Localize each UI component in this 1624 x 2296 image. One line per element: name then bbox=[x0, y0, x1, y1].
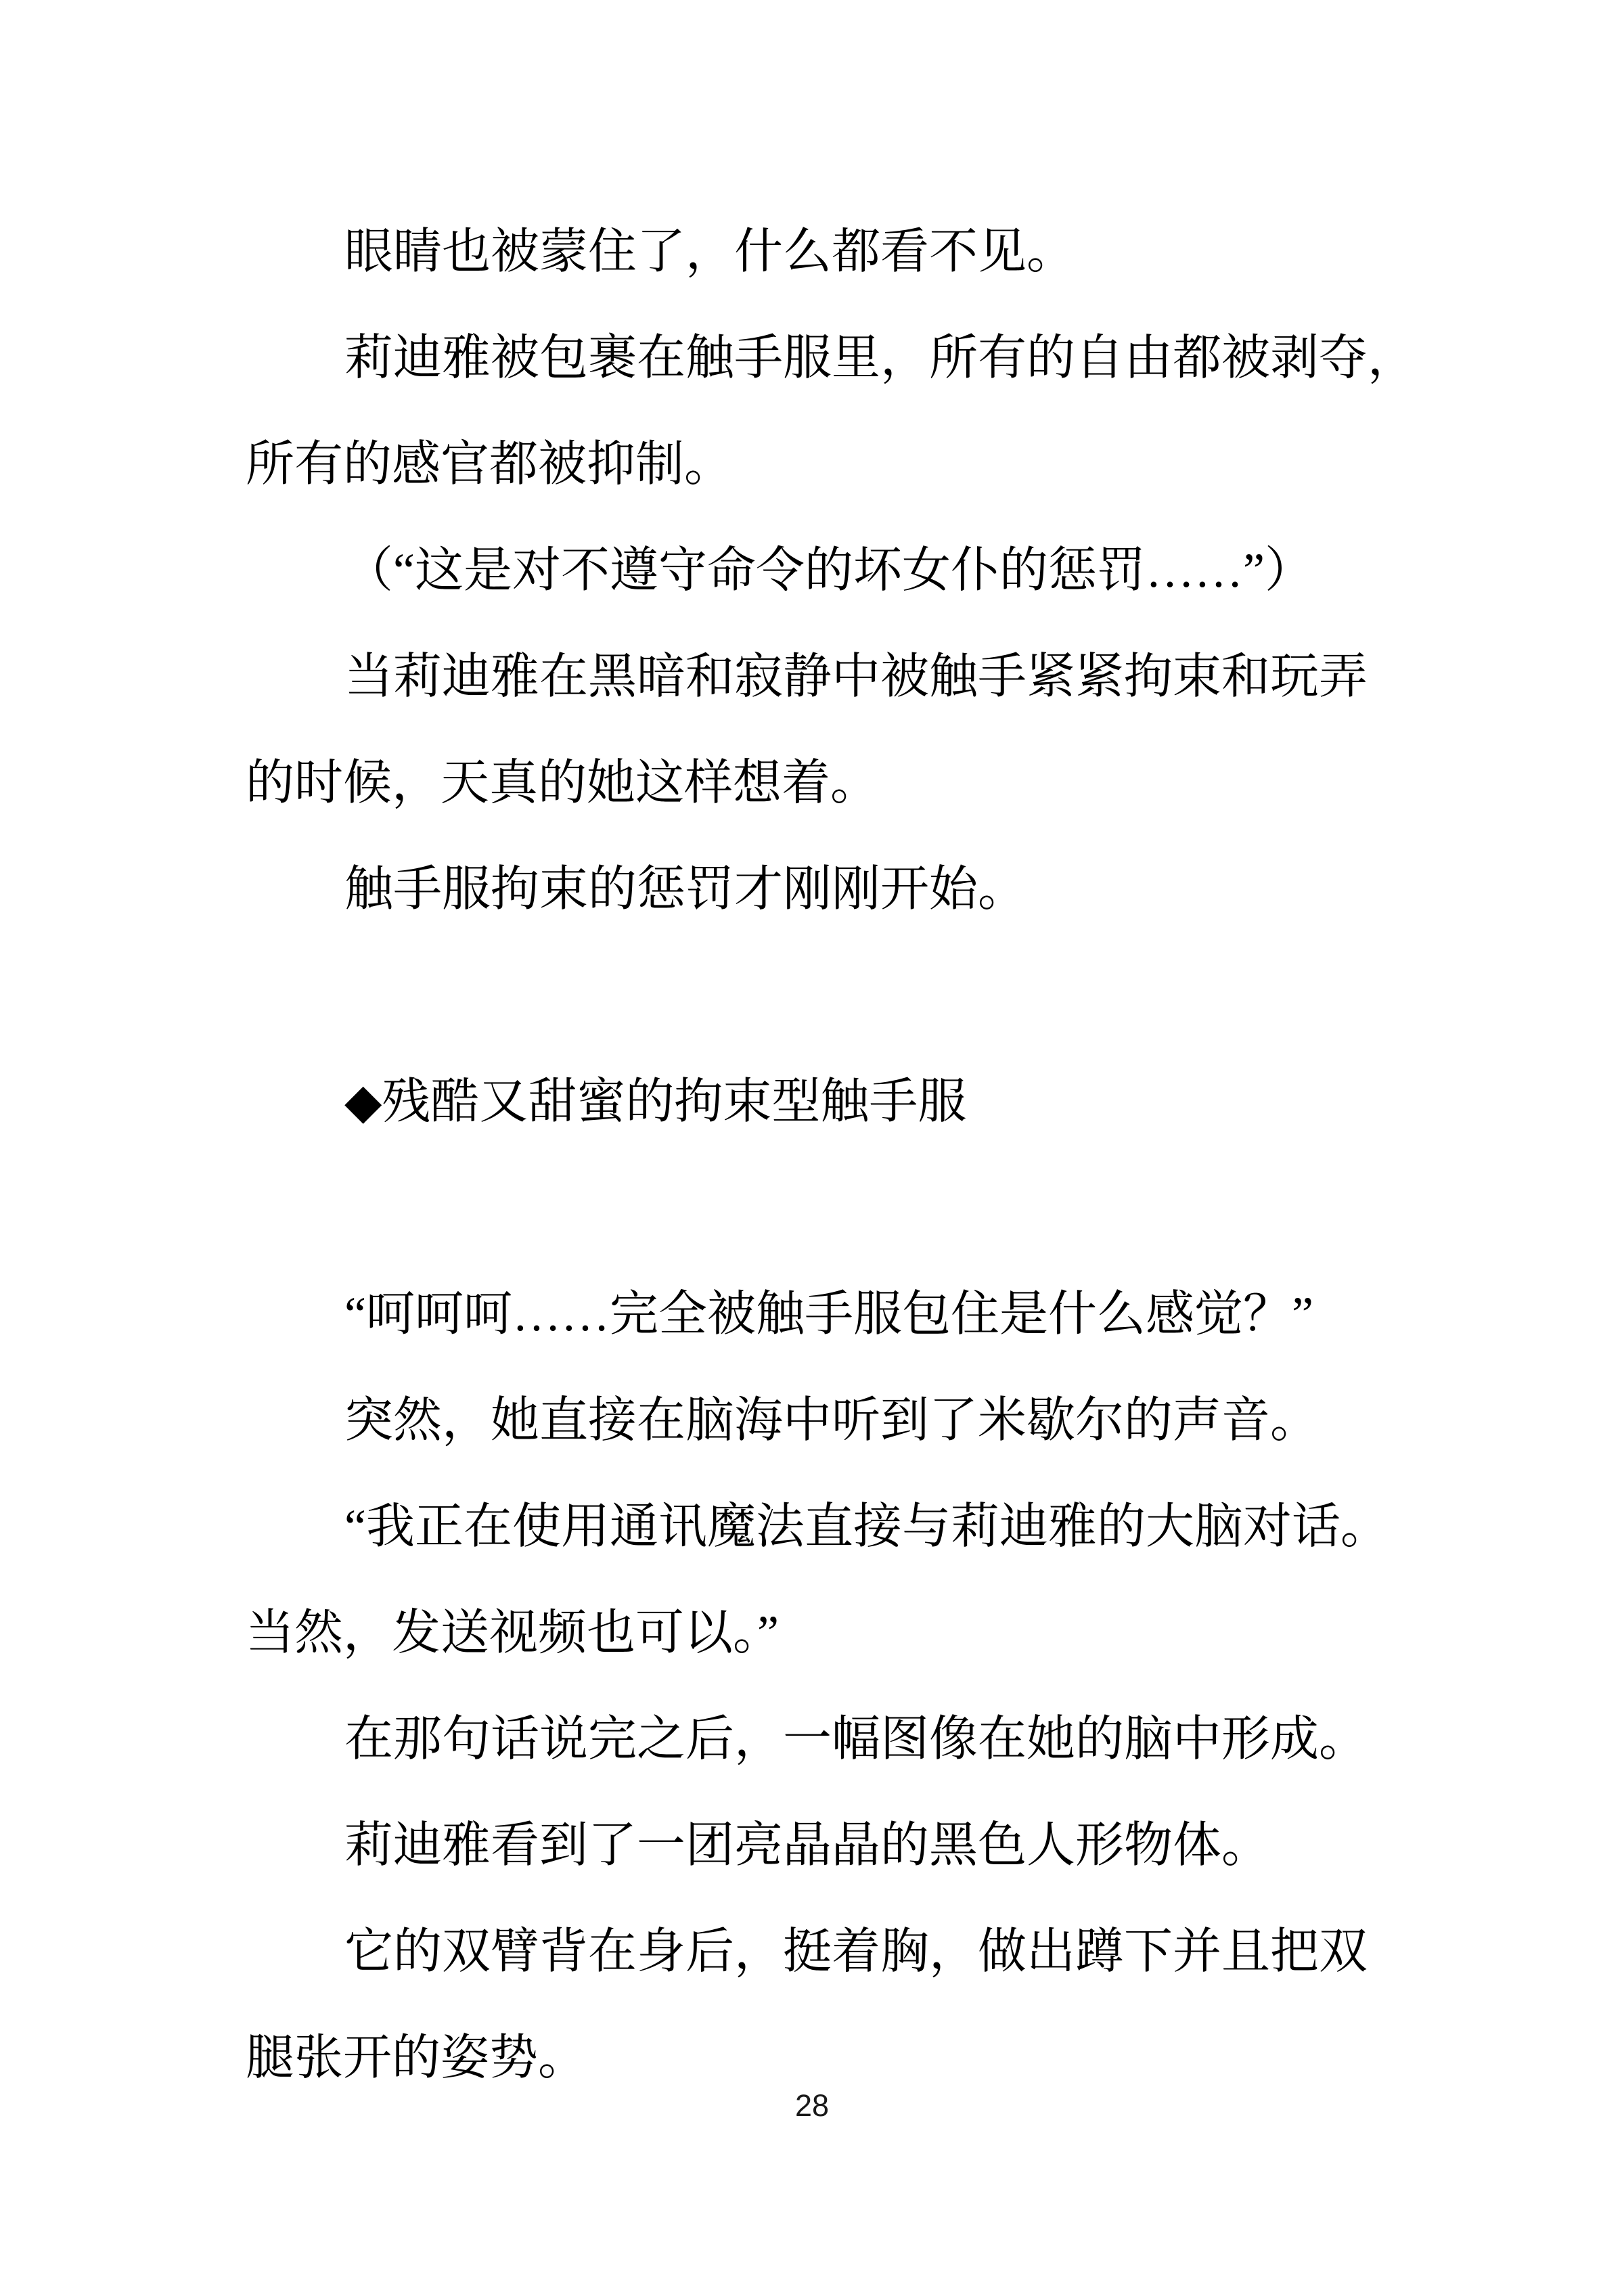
text-line: 当莉迪雅在黑暗和寂静中被触手紧紧拘束和玩弄 bbox=[344, 650, 1368, 704]
text-line: “呵呵呵……完全被触手服包住是什么感觉？” bbox=[344, 1287, 1313, 1341]
text-line: 突然，她直接在脑海中听到了米歇尔的声音。 bbox=[344, 1393, 1320, 1447]
text-line: 的时候，天真的她这样想着。 bbox=[246, 756, 880, 810]
text-line: 在那句话说完之后，一幅图像在她的脑中形成。 bbox=[344, 1712, 1368, 1766]
text-line: 它的双臂背在身后，挺着胸，做出蹲下并且把双 bbox=[344, 1924, 1368, 1979]
text-line: 眼睛也被蒙住了，什么都看不见。 bbox=[344, 225, 1076, 279]
text-line: 触手服拘束的惩罚才刚刚开始。 bbox=[344, 862, 1027, 916]
text-line: 莉迪雅看到了一团亮晶晶的黑色人形物体。 bbox=[344, 1818, 1271, 1872]
section-heading: ◆残酷又甜蜜的拘束型触手服 bbox=[344, 1075, 967, 1129]
page-body bbox=[246, 199, 1437, 2111]
text-line: （“这是对不遵守命令的坏女仆的惩罚……”） bbox=[344, 543, 1313, 598]
text-line: 腿张开的姿势。 bbox=[246, 2031, 587, 2085]
text-line: “我正在使用通讯魔法直接与莉迪雅的大脑对话。 bbox=[344, 1500, 1389, 1554]
blank-line bbox=[246, 943, 1437, 1049]
text-line: 所有的感官都被抑制。 bbox=[246, 437, 734, 491]
text-line: 莉迪雅被包裹在触手服里，所有的自由都被剥夺， bbox=[344, 331, 1417, 385]
text-line: 当然，发送视频也可以。” bbox=[246, 1606, 779, 1660]
page-number: 28 bbox=[794, 2088, 830, 2123]
blank-line bbox=[246, 1155, 1437, 1261]
